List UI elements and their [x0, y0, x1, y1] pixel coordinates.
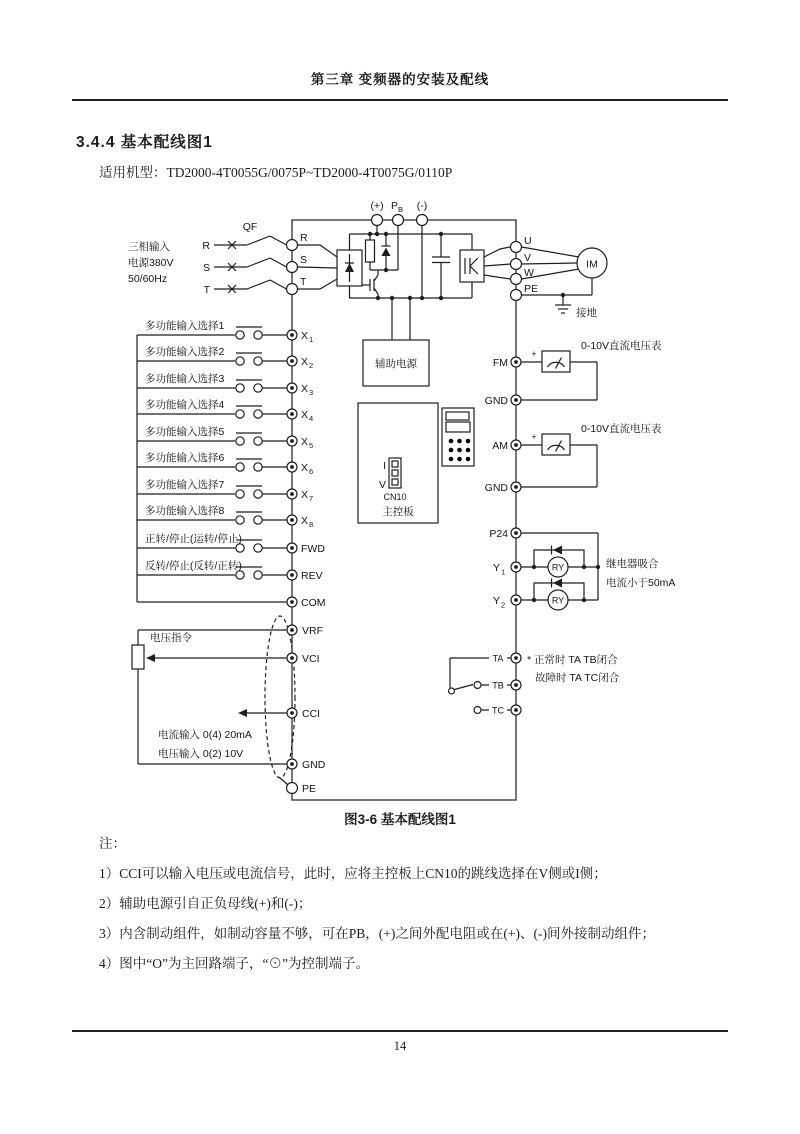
- terminal-s-label: S: [300, 254, 308, 266]
- digital-inputs: [137, 319, 326, 609]
- svg-text:3: 3: [309, 388, 314, 397]
- terminal-x6-label: X: [301, 462, 309, 474]
- motor-label: IM: [586, 258, 598, 271]
- terminal-x5-label: X: [301, 436, 309, 448]
- jumper-v-label: V: [378, 479, 386, 491]
- terminal-vrf: [287, 625, 297, 635]
- keypad: [442, 408, 474, 466]
- ground-label: 接地: [576, 307, 597, 319]
- svg-text:7: 7: [309, 494, 314, 503]
- svg-text:8: 8: [309, 520, 314, 529]
- pb-label: P: [391, 200, 399, 212]
- header-divider: [72, 99, 728, 101]
- brake-chopper: [362, 234, 398, 298]
- relay-note-1: 继电器吸合: [606, 558, 659, 570]
- terminal-fm-label: FM: [492, 357, 508, 369]
- phase-r-label: R: [202, 240, 210, 252]
- fm-plus: +: [531, 349, 537, 359]
- terminal-v: [511, 259, 522, 270]
- terminal-u-label: U: [524, 235, 532, 247]
- terminal-dc-minus: [417, 215, 428, 226]
- terminal-s: [287, 262, 298, 273]
- shielded-cable: [265, 616, 295, 778]
- relay-outputs: [489, 528, 675, 610]
- svg-text:6: 6: [309, 467, 314, 476]
- jumper-i-label: I: [383, 460, 386, 472]
- ground-symbol: [555, 295, 571, 313]
- notes-label: 注：: [99, 836, 126, 851]
- tc-label: TC: [492, 705, 504, 716]
- terminal-pe-out: [511, 290, 522, 301]
- aux-power-label: 辅助电源: [375, 358, 417, 370]
- svg-text:1: 1: [501, 567, 506, 577]
- terminal-x8-label: X: [301, 515, 309, 527]
- dc-plus-label: (+): [370, 200, 384, 212]
- input-label-7: 多功能输入选择7: [145, 479, 225, 491]
- terminal-w: [511, 274, 522, 285]
- terminal-x7-label: X: [301, 489, 309, 501]
- analog-inputs: [132, 616, 326, 795]
- input-label-6: 多功能输入选择6: [145, 452, 225, 464]
- terminal-gnd-fm-label: GND: [484, 395, 508, 407]
- fm-meter-label: 0-10V直流电压表: [581, 340, 662, 352]
- terminal-tc: [511, 705, 521, 715]
- terminal-vrf-label: VRF: [302, 625, 323, 637]
- phase-s-label: S: [202, 262, 210, 274]
- ta-label: TA: [492, 653, 504, 664]
- svg-text:2: 2: [309, 361, 314, 370]
- terminal-rev: [287, 570, 297, 580]
- input-label-fwd: 正转/停止(运转/停止): [145, 533, 242, 545]
- dc-minus-label: (-): [416, 200, 428, 212]
- relay-coil-1-label: RY: [551, 562, 565, 573]
- terminal-fwd-label: FWD: [301, 543, 325, 555]
- three-phase-input: [128, 221, 308, 296]
- control-board: [358, 403, 474, 523]
- terminal-cci-label: CCI: [302, 708, 321, 720]
- input-label-4: 多功能输入选择4: [145, 399, 225, 411]
- dc-bus-capacitor: [432, 234, 450, 298]
- terminal-x1-label: X: [301, 330, 309, 342]
- terminal-p24-label: P24: [489, 528, 508, 540]
- input-label-2: 多功能输入选择2: [145, 346, 225, 358]
- terminal-am: [511, 440, 521, 450]
- terminal-pb: [393, 215, 404, 226]
- terminal-vci: [287, 653, 297, 663]
- terminal-v-label: V: [524, 252, 532, 264]
- phase-t-label: T: [203, 284, 210, 296]
- input-label-3: 多功能输入选择3: [145, 373, 225, 385]
- power-label-1: 三相输入: [128, 241, 170, 253]
- terminal-ta: [511, 653, 521, 663]
- terminal-am-label: AM: [492, 440, 508, 452]
- rectifier-block: [337, 250, 362, 286]
- terminal-y1: [511, 562, 521, 572]
- terminal-y2-label: Y: [493, 595, 501, 607]
- terminal-x4-label: X: [301, 409, 309, 421]
- svg-text:1: 1: [309, 335, 314, 344]
- svg-text:4: 4: [309, 414, 314, 423]
- terminal-pe-left-label: PE: [302, 783, 317, 795]
- footer-divider: [72, 1030, 728, 1032]
- input-label-8: 多功能输入选择8: [145, 505, 225, 517]
- voltage-input-label: 电压输入 0(2) 10V: [158, 748, 244, 760]
- terminal-r: [287, 240, 298, 251]
- input-label-1: 多功能输入选择1: [145, 320, 225, 332]
- fault-relay: [449, 653, 620, 716]
- figure-caption: 图3-6 基本配线图1: [344, 812, 456, 827]
- page-number: 14: [393, 1039, 407, 1053]
- terminal-x8: [287, 515, 297, 525]
- terminal-com-label: COM: [301, 597, 326, 609]
- wiring-diagram: [105, 190, 755, 812]
- terminal-pe-out-label: PE: [524, 283, 539, 295]
- terminal-x5: [287, 436, 297, 446]
- terminal-x3: [287, 383, 297, 393]
- am-meter-label: 0-10V直流电压表: [581, 423, 662, 435]
- terminal-x4: [287, 409, 297, 419]
- relay-note-2: 电流小于50mA: [606, 577, 676, 589]
- terminal-w-label: W: [524, 267, 534, 279]
- terminal-y2: [511, 595, 521, 605]
- main-circuit: [298, 200, 484, 300]
- aux-power-supply: [363, 298, 429, 386]
- terminal-x3-label: X: [301, 383, 309, 395]
- note-2: 2）辅助电源引自正负母线(+)和(-)；: [99, 896, 312, 911]
- jumper-cn10-label: CN10: [383, 492, 407, 502]
- terminal-r-label: R: [300, 232, 308, 244]
- terminal-gnd-left: [287, 759, 297, 769]
- terminal-rev-label: REV: [301, 570, 323, 582]
- terminal-x2: [287, 356, 297, 366]
- terminal-gnd-left-label: GND: [302, 759, 326, 771]
- terminal-p24: [511, 528, 521, 538]
- terminal-x1: [287, 330, 297, 340]
- fault-note-2: 故障时 TA TC闭合: [535, 672, 620, 684]
- terminal-x7: [287, 489, 297, 499]
- terminal-fwd: [287, 543, 297, 553]
- breaker-label: QF: [242, 221, 258, 233]
- terminal-x2-label: X: [301, 356, 309, 368]
- terminal-t: [287, 284, 298, 295]
- inverter-block: [460, 234, 484, 298]
- terminal-y1-label: Y: [493, 562, 501, 574]
- voltage-command-label: 电压指令: [150, 632, 192, 644]
- notes-section: [99, 836, 655, 986]
- analog-meters: [485, 339, 662, 494]
- terminal-gnd-am: [511, 482, 521, 492]
- power-label-3: 50/60Hz: [128, 273, 168, 285]
- terminal-u: [511, 242, 522, 253]
- tb-label: TB: [492, 680, 504, 691]
- terminal-gnd-am-label: GND: [484, 482, 508, 494]
- note-3: 3）内含制动组件，如制动容量不够，可在PB，(+)之间外配电阻或在(+)、(-)间外接制动组件；: [99, 926, 655, 941]
- svg-text:2: 2: [501, 600, 506, 610]
- terminal-cci: [287, 708, 297, 718]
- input-label-rev: 反转/停止(反转/正转): [145, 560, 242, 572]
- input-label-5: 多功能输入选择5: [145, 426, 225, 438]
- motor-output: [484, 235, 607, 319]
- terminal-dc-plus: [372, 215, 383, 226]
- control-board-label: 主控板: [382, 506, 414, 518]
- svg-text:5: 5: [309, 441, 314, 450]
- terminal-fm: [511, 357, 521, 367]
- terminal-pe-left: [287, 783, 298, 794]
- applicable-models: 适用机型：TD2000-4T0055G/0075P~TD2000-4T0075G/0110P: [99, 165, 453, 180]
- terminal-t-label: T: [300, 276, 307, 288]
- note-4: 4）图中“O”为主回路端子，“⊙”为控制端子。: [99, 956, 369, 971]
- pb-label-sub: B: [398, 205, 404, 214]
- section-title: 3.4.4 基本配线图1: [76, 134, 213, 151]
- terminal-gnd-fm: [511, 395, 521, 405]
- relay-coil-2-label: RY: [551, 595, 565, 606]
- fault-note-1: * 正常时 TA TB闭合: [527, 654, 618, 666]
- terminal-vci-label: VCI: [302, 653, 320, 665]
- power-label-2: 电源380V: [128, 257, 174, 269]
- terminal-com: [287, 597, 297, 607]
- terminal-x6: [287, 462, 297, 472]
- am-plus: +: [531, 432, 537, 442]
- current-input-label: 电流输入 0(4) 20mA: [158, 729, 252, 741]
- terminal-tb: [511, 680, 521, 690]
- note-1: 1）CCI可以输入电压或电流信号，此时，应将主控板上CN10的跳线选择在V侧或I侧；: [99, 866, 607, 881]
- chapter-header: 第三章 变频器的安装及配线: [310, 72, 490, 87]
